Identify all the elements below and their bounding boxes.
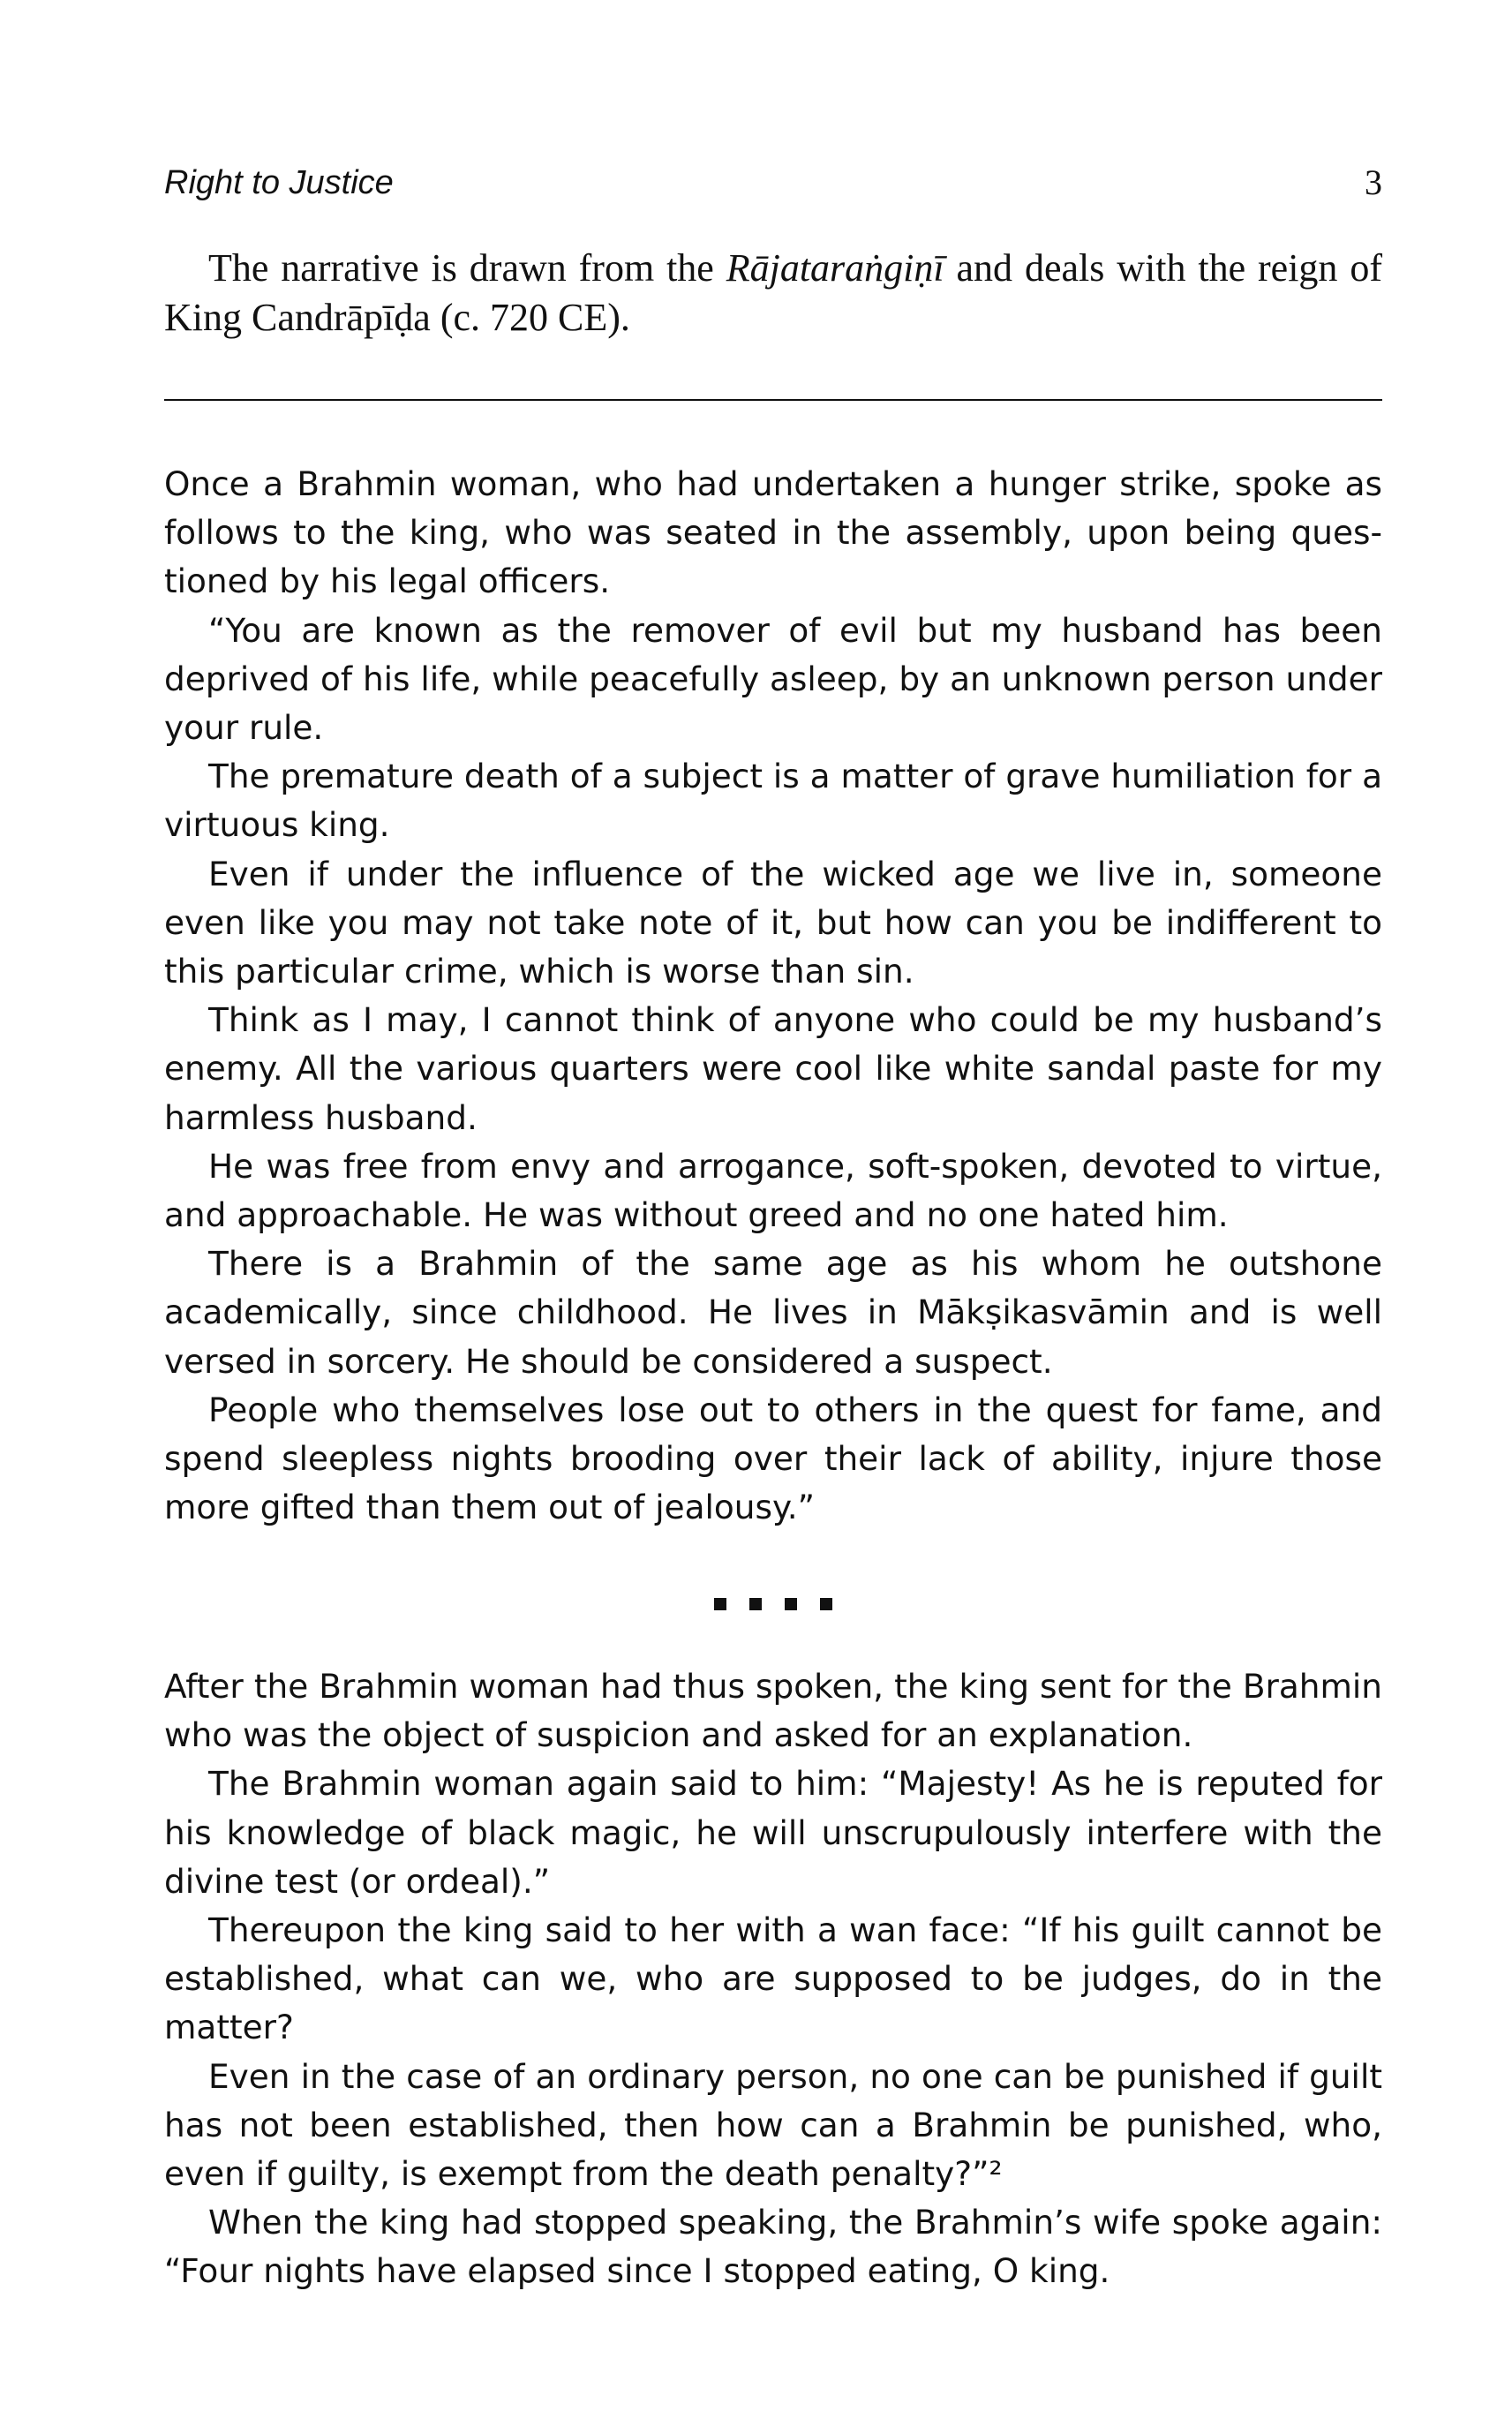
- paragraph: Even if under the influence of the wicked age we live in, someone even like you may not take note of it, but how can you be indifferent to this particular crime, which is worse than sin.: [164, 854, 1382, 991]
- square-bullet-icon: [785, 1598, 797, 1610]
- narrative-section-2: [164, 1662, 1382, 2296]
- paragraph: People who themselves lose out to others in the quest for fame, and spend sleepless nights brooding over their lack of ability, injure those more gifted than them out of jealousy.”: [164, 1390, 1382, 1527]
- paragraph: After the Brahmin woman had thus spoken, the king sent for the Brahmin who was the object of suspicion and asked for an explanation.: [164, 1667, 1382, 1755]
- section-break-ornament: [164, 1598, 1382, 1610]
- paragraph: The premature death of a subject is a matter of grave humiliation for a virtuous king.: [164, 757, 1382, 845]
- paragraph: “You are known as the remover of evil but my husband has been deprived of his life, while peacefully asleep, by an unknown person under your rule.: [164, 610, 1382, 748]
- narrative-section-1: [164, 460, 1382, 1532]
- square-bullet-icon: [820, 1598, 832, 1610]
- intro-text-before: The narrative is drawn from the: [208, 246, 726, 290]
- intro-paragraph: [164, 244, 1382, 343]
- paragraph: The Brahmin woman again said to him: “Majesty! As he is reputed for his knowledge of black magic, he will unscrupulously interfere with the divine test (or ordeal).”: [164, 1764, 1382, 1901]
- paragraph: He was free from envy and arrogance, soft-spoken, devoted to virtue, and approachable. He was without greed and no one hated him.: [164, 1146, 1382, 1235]
- paragraph: There is a Brahmin of the same age as his whom he outshone academically, since childhood. He lives in Mākṣikasvāmin and is well versed in sorcery. He should be considered a suspect.: [164, 1244, 1382, 1381]
- running-head: [164, 161, 1382, 205]
- paragraph: Think as I may, I cannot think of anyone who could be my husband’s enemy. All the various quarters were cool like white sandal paste for my harmless husband.: [164, 1000, 1382, 1137]
- page-number: 3: [1365, 162, 1382, 202]
- running-head-title: Right to Justice: [164, 164, 394, 201]
- paragraph: Thereupon the king said to her with a wan face: “If his guilt cannot be established, what can we, who are supposed to be judges, do in the matter?: [164, 1910, 1382, 2047]
- paragraph: Even in the case of an ordinary person, no one can be punished if guilt has not been established, then how can a Brahmin be punished, who, even if guilty, is exempt from the death penalty?”²: [164, 2056, 1382, 2194]
- intro-text-after: and deals with the reign of King Candrāpīḍa (c. 720 CE).: [164, 246, 1382, 339]
- paragraph: Once a Brahmin woman, who had undertaken a hunger strike, spoke as follows to the king, who was seated in the assembly, upon being questioned by his legal officers.: [164, 464, 1382, 601]
- source-title: Rājataraṅgiṇī: [726, 246, 944, 290]
- paragraph: When the king had stopped speaking, the Brahmin’s wife spoke again: “Four nights have elapsed since I stopped eating, O king.: [164, 2203, 1382, 2291]
- square-bullet-icon: [749, 1598, 762, 1610]
- square-bullet-icon: [714, 1598, 726, 1610]
- section-divider-rule: [164, 399, 1382, 401]
